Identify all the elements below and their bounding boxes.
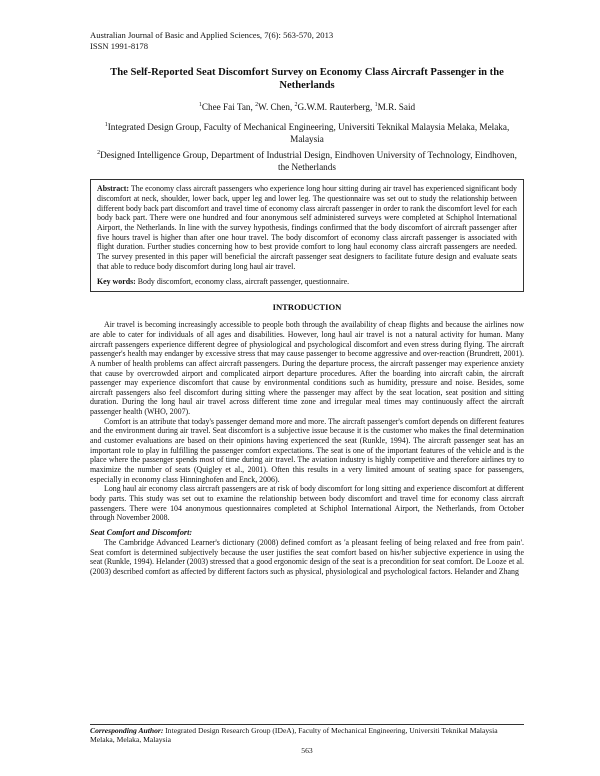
journal-issn: ISSN 1991-8178 [90, 41, 149, 51]
author: $^2$G.W.M. Rauterberg, [294, 102, 375, 113]
keywords-label: Key words: [97, 276, 136, 286]
author: $^1$M.R. Said [374, 102, 416, 113]
corresponding-label: Corresponding Author: [90, 726, 164, 735]
affiliation: $^1$Integrated Design Group, Faculty of Mechanical Engineering, Universiti Teknikal Malaysia Melaka, Melaka, Malaysia [104, 122, 510, 144]
journal-citation: Australian Journal of Basic and Applied Sciences, 7(6): 563-570, 2013 [90, 30, 334, 40]
page-number: 563 [301, 745, 313, 755]
corresponding-text: Integrated Design Research Group (IDeA), Faculty of Mechanical Engineering, Universiti Teknikal Malaysia Melaka, Melaka, Malaysia [90, 726, 498, 745]
paper-title: The Self-Reported Seat Discomfort Survey on Economy Class Aircraft Passenger in the Netherlands [110, 67, 504, 91]
author: $^2$W. Chen, [255, 102, 295, 113]
affiliation: $^2$Designed Intelligence Group, Department of Industrial Design, Eindhoven University of Technology, Eindhoven, the Netherlands [97, 150, 517, 172]
journal-header [90, 30, 524, 52]
paragraph: Air travel is becoming increasingly accessible to people both through the availability of cheap flights and because the airlines now are able to cater for individuals of all ages and disabilities. However, long haul air travel is not a natural activity for human. Many aircraft passengers experience different degree of physiological and psychological discomfort and even stress during flying. The aircraft passenger's health may endanger by excessive stress that may cause passenger to become aggressive and over-reaction (Brundrett, 2001). A number of health problems can affect aircraft passengers. During the departure process, the aircraft passenger may experience anxiety that cause by overcrowded airport and complicated airport departure procedures. After the boarding into aircraft cabin, the aircraft passenger may experience discomfort that cause by environmental conditions such as humidity, pressure and noise. Besides, some aircraft passengers also feel discomfort during sitting where the passenger may affect by the seat location, seat position and sitting duration. During the long haul air travel across different time zone and irregular meal times may continuously affect the aircraft passenger health (WHO, 2007). [90, 320, 524, 417]
corresponding-author [90, 726, 524, 745]
keywords [97, 277, 517, 287]
author-list [90, 102, 524, 112]
abstract-text [97, 184, 517, 271]
abstract-label: Abstract: [97, 184, 129, 194]
subsection-heading: Seat Comfort and Discomfort: [90, 528, 193, 537]
paragraph: Comfort is an attribute that today's passenger demand more and more. The aircraft passenger's comfort depends on different features and the environment during air travel. Seat discomfort is a subjective issue because it is the customer who makes the final determination and customer evaluations are based on their opinions having experienced the seat (Runkle, 1994). The aircraft passenger seat has an important role to play in fulfilling the passenger comfort expectations. The seat is one of the important features of the vehicle and is the place where the passenger spends most of time during air travel. The aviation industry is highly competitive and therefore airlines try to maximize the number of seats (Quigley et al., 2001). Often this results in a very limited amount of seating space for passengers, especially in economy class Hinninghofen and Enck, 2006). [90, 416, 524, 484]
author: $^1$Chee Fai Tan, [198, 102, 256, 113]
paragraph: The Cambridge Advanced Learner's dictionary (2008) defined comfort as 'a pleasant feeling of being relaxed and free from pain'. Seat comfort is determined subjectively because the user justifies the seat comfort based on his/her subjective experience in using the seat (Runkle, 1994). Helander (2003) stressed that a good ergonomic design of the seat is a precondition for seat comfort. De Looze et al. (2003) described comfort as affected by different factors such as physical, physiological and psychological factors. Helander and Zhang [90, 538, 524, 576]
section-heading: INTRODUCTION [272, 302, 342, 313]
footer [90, 724, 524, 755]
paragraph: Long haul air economy class aircraft passengers are at risk of body discomfort for long sitting and experience discomfort at different body parts. This study was set out to examine the relationship between body discomfort and travel time for economy class aircraft passengers. There were 104 anonymous questionnaires completed at Schiphol International Airport, the Netherlands, from October through November 2008. [90, 484, 524, 523]
body-text [90, 320, 524, 576]
abstract-box [90, 179, 524, 292]
abstract-body: The economy class aircraft passengers who experience long hour sitting during air travel has experienced significant body discomfort at neck, shoulder, lower back, upper leg and lower leg. The questionnaire was set out to study the relationship between different body back part discomfort and travel time of economy class aircraft passenger in order to rank the discomfort level for each body back part. There were one hundred and four anonymous self administered surveys were completed at Schiphol International Airport, the Netherlands. In line with the survey hypothesis, findings confirmed that the body discomfort of aircraft passenger after five hours travel is higher than after one hour travel. The body discomfort of economy class aircraft passenger is associated with flight duration. Further studies concerning how to best provide comfort to long haul economy class aircraft passengers are needed. The survey presented in this paper will beneficial the aircraft passenger seat designers to facilitate future design and evaluate seats that able to reduce body discomfort during long haul air travel. [97, 184, 517, 271]
keywords-list: Body discomfort, economy class, aircraft passenger, questionnaire. [137, 276, 350, 286]
